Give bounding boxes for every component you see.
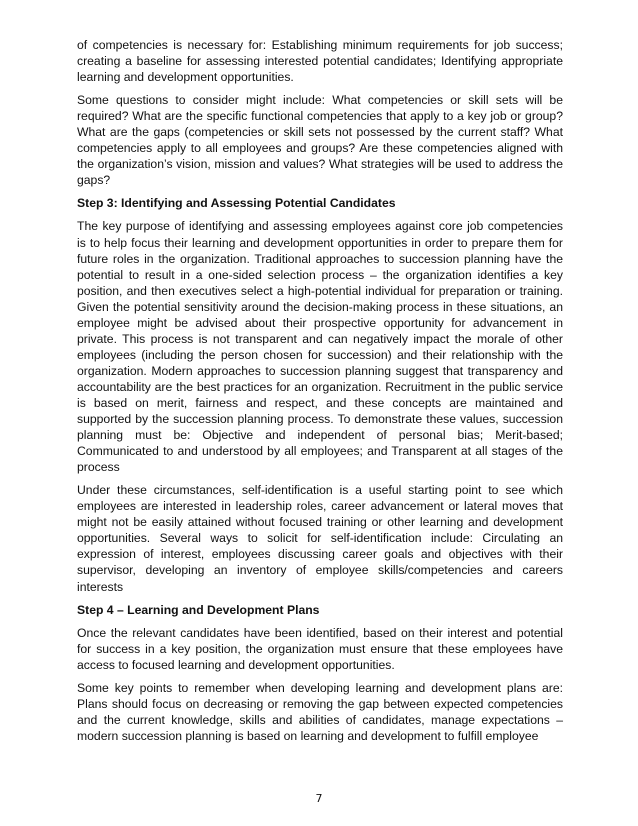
step4-heading: Step 4 – Learning and Development Plans <box>77 602 320 617</box>
step4-paragraph-2: Some key points to remember when developing learning and development plans are: Plans should focus on decreasing or removing the gap between expected competencies and the current knowledge, skills and abilities of candidates, manage expectations – modern succession planning is based on learning and development to fulfill employee <box>77 680 563 743</box>
step3-heading: Step 3: Identifying and Assessing Potential Candidates <box>77 196 396 211</box>
document-page <box>77 37 563 751</box>
intro-paragraph-1: of competencies is necessary for: Establishing minimum requirements for job success; creating a baseline for assessing interested potential candidates; Identifying appropriate learning and development opportunities. <box>77 38 563 85</box>
page-number: 7 <box>315 792 323 805</box>
intro-paragraph-2: Some questions to consider might include: What competencies or skill sets will be required? What are the specific functional competencies that apply to a key job or group? What are the gaps (competencies or skill sets not possessed by the current staff? What competencies apply to all employees and groups? Are these competencies aligned with the organization’s vision, mission and values? What strategies will be used to address the gaps? <box>77 93 563 188</box>
step4-paragraph-1: Once the relevant candidates have been identified, based on their interest and potential for success in a key position, the organization must ensure that these employees have access to focused learning and development opportunities. <box>77 625 563 672</box>
step3-paragraph-1: The key purpose of identifying and assessing employees against core job competencies is to help focus their learning and development opportunities in order to prepare them for future roles in the organization. Traditional approaches to succession planning have the potential to result in a one-sided selection process – the organization identifies a key position, and then executives select a high-potential individual for preparation or training. Given the potential sensitivity around the decision-making process in these situations, an employee might be advised about their prospective opportunity for advancement in private. This process is not transparent and can negatively impact the morale of other employees (including the person chosen for succession) and their relationship with the organization. Modern approaches to succession planning suggest that transparency and accountability are the best practices for an organization. Recruitment in the public service is based on merit, fairness and respect, and these concepts are maintained and supported by the succession planning process. To demonstrate these values, succession planning must be: Objective and independent of personal bias; Merit-based; Communicated to and understood by all employees; and Transparent at all stages of the process <box>77 219 563 475</box>
step3-paragraph-2: Under these circumstances, self-identification is a useful starting point to see which employees are interested in leadership roles, career advancement or lateral moves that might not be easily attained without focused training or other learning and development opportunities. Several ways to solicit for self-identification include: Circulating an expression of interest, employees discussing career goals and objectives with their supervisor, developing an inventory of employee skills/competencies and careers interests <box>77 483 563 594</box>
